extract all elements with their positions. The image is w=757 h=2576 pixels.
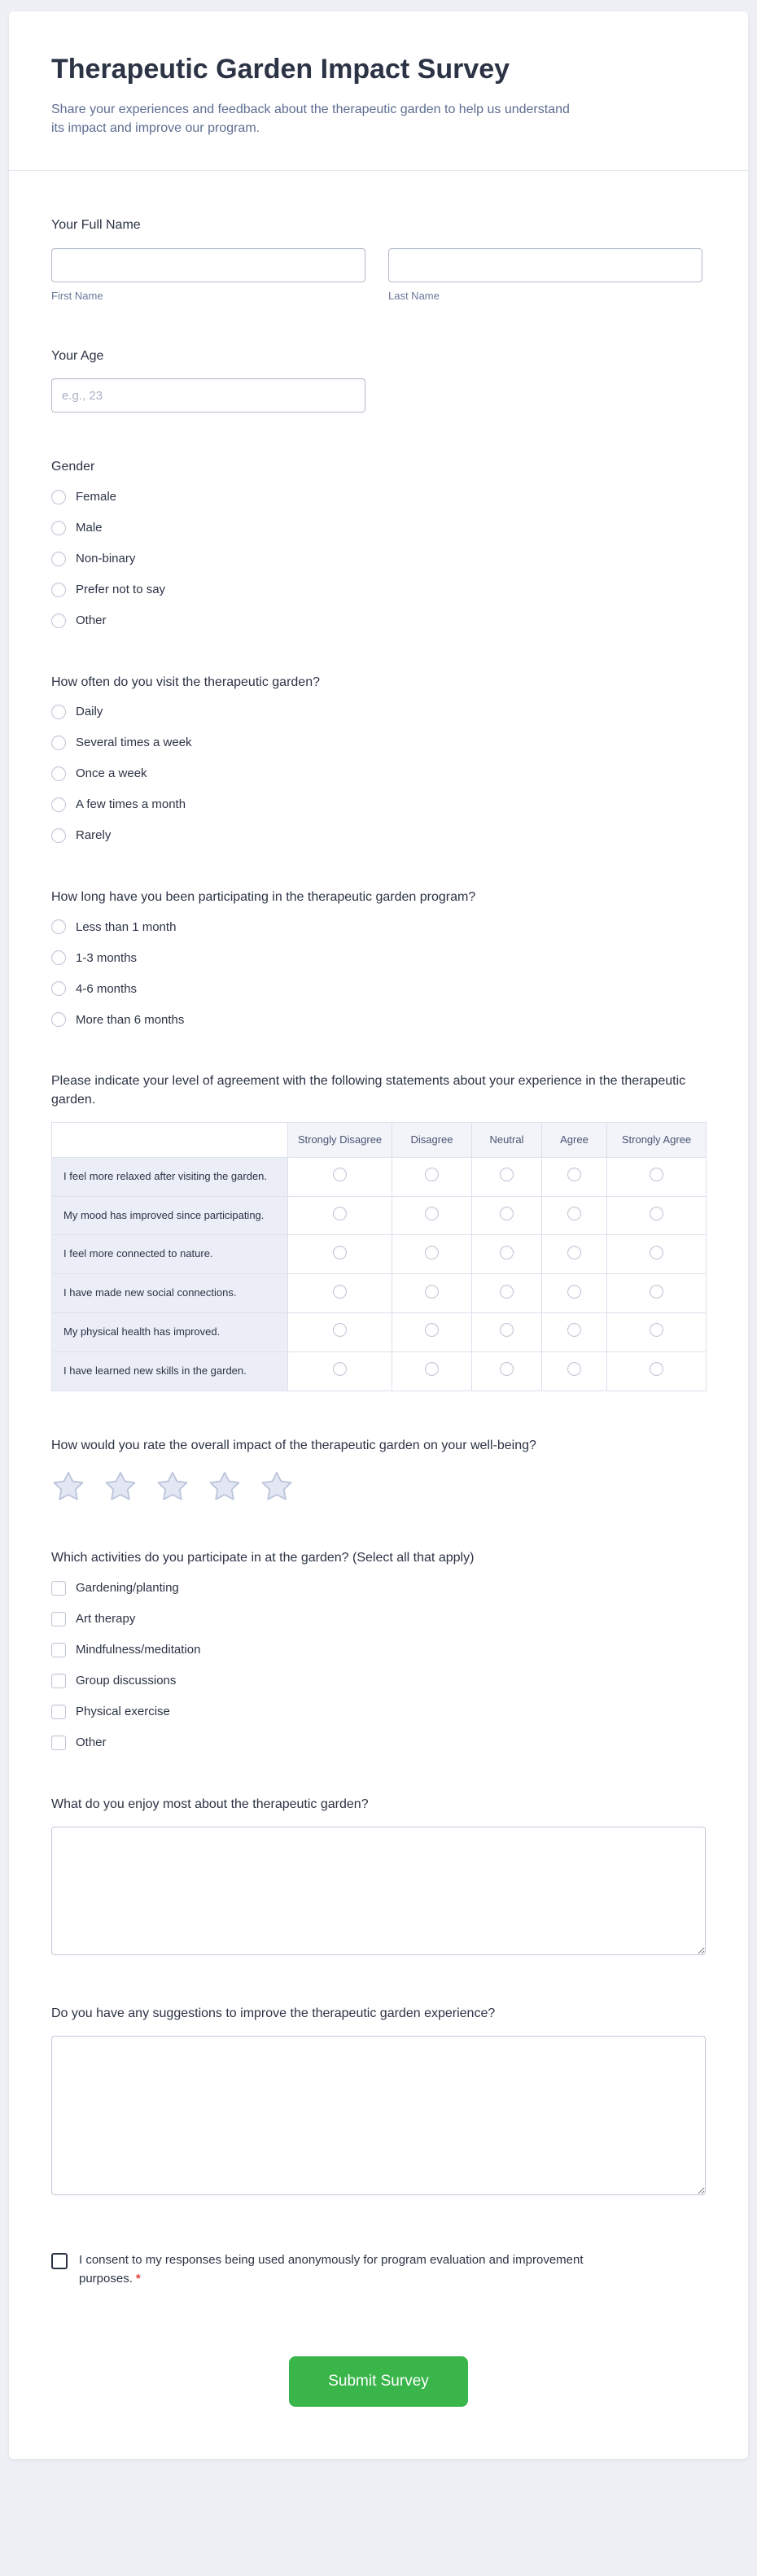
first-name-sublabel: First Name — [51, 289, 103, 302]
matrix-row-label: I have made new social connections. — [52, 1274, 288, 1313]
survey-form-card — [9, 11, 748, 2459]
radio-icon — [51, 950, 66, 965]
activities-label: Which activities do you participate in at the garden? (Select all that apply) — [51, 1551, 475, 1565]
matrix-radio[interactable] — [567, 1323, 581, 1337]
matrix-radio[interactable] — [333, 1323, 347, 1337]
participation-duration-label: How long have you been participating in the therapeutic garden program? — [51, 889, 476, 904]
matrix-radio[interactable] — [500, 1207, 514, 1220]
question-activities — [51, 1549, 706, 1749]
rating-label: How would you rate the overall impact of the therapeutic garden on your well-being? — [51, 1438, 536, 1452]
duration-option-4-6m[interactable] — [51, 981, 706, 996]
matrix-radio[interactable] — [650, 1168, 663, 1181]
matrix-row-label: My mood has improved since participating. — [52, 1196, 288, 1235]
matrix-radio[interactable] — [500, 1285, 514, 1299]
suggestions-label: Do you have any suggestions to improve the therapeutic garden experience? — [51, 2006, 496, 2020]
checkbox-icon — [51, 1674, 66, 1688]
matrix-row-label: My physical health has improved. — [52, 1313, 288, 1352]
form-body — [9, 216, 748, 2407]
option-label: Daily — [76, 705, 103, 719]
option-label: More than 6 months — [76, 1012, 185, 1027]
consent-checkbox[interactable] — [51, 2253, 68, 2269]
suggestions-textarea[interactable] — [51, 2036, 706, 2195]
radio-icon — [51, 490, 66, 504]
checkbox-icon — [51, 1643, 66, 1657]
radio-icon — [51, 705, 66, 719]
checkbox-icon — [51, 1581, 66, 1596]
matrix-radio[interactable] — [425, 1323, 439, 1337]
matrix-radio[interactable] — [500, 1168, 514, 1181]
radio-icon — [51, 766, 66, 781]
visit-option-rarely[interactable] — [51, 828, 706, 843]
option-label: Gardening/planting — [76, 1581, 179, 1595]
matrix-radio[interactable] — [567, 1362, 581, 1376]
matrix-radio[interactable] — [500, 1323, 514, 1337]
visit-option-once-week[interactable] — [51, 766, 706, 781]
activity-option-art-therapy[interactable] — [51, 1612, 706, 1626]
option-label: Male — [76, 521, 103, 535]
radio-icon — [51, 919, 66, 934]
matrix-radio[interactable] — [567, 1246, 581, 1260]
gender-option-male[interactable] — [51, 521, 706, 535]
star-icon[interactable] — [103, 1469, 138, 1504]
option-label: Prefer not to say — [76, 583, 166, 597]
matrix-label: Please indicate your level of agreement with the following statements about your experience in the therapeutic garden. — [51, 1074, 686, 1107]
option-label: Non-binary — [76, 552, 136, 566]
form-title: Therapeutic Garden Impact Survey — [51, 54, 510, 85]
matrix-row — [52, 1274, 707, 1313]
matrix-row — [52, 1235, 707, 1274]
gender-option-nonbinary[interactable] — [51, 552, 706, 566]
gender-option-prefer-not[interactable] — [51, 583, 706, 597]
matrix-radio[interactable] — [567, 1168, 581, 1181]
option-label: Less than 1 month — [76, 919, 177, 934]
checkbox-icon — [51, 1612, 66, 1626]
question-full-name — [51, 216, 706, 301]
duration-option-more-6m[interactable] — [51, 1012, 706, 1027]
checkbox-icon — [51, 1736, 66, 1750]
checkbox-icon — [51, 1705, 66, 1719]
matrix-radio[interactable] — [333, 1285, 347, 1299]
matrix-radio[interactable] — [650, 1323, 663, 1337]
matrix-row — [52, 1196, 707, 1235]
question-gender — [51, 458, 706, 627]
option-label: Other — [76, 613, 107, 628]
radio-icon — [51, 552, 66, 566]
age-input[interactable] — [51, 378, 365, 413]
radio-icon — [51, 797, 66, 812]
matrix-radio[interactable] — [333, 1207, 347, 1220]
question-suggestions — [51, 2005, 706, 2199]
radio-icon — [51, 583, 66, 597]
matrix-row-label: I have learned new skills in the garden. — [52, 1351, 288, 1391]
option-label: 4-6 months — [76, 981, 138, 996]
option-label: Once a week — [76, 766, 147, 781]
question-visit-frequency — [51, 674, 706, 843]
matrix-radio[interactable] — [500, 1362, 514, 1376]
matrix-radio[interactable] — [333, 1362, 347, 1376]
star-rating — [51, 1469, 706, 1504]
activity-option-group-discussions[interactable] — [51, 1674, 706, 1688]
question-agreement-matrix — [51, 1072, 706, 1391]
radio-icon — [51, 981, 66, 996]
matrix-radio[interactable] — [333, 1246, 347, 1260]
question-consent[interactable] — [51, 2251, 706, 2288]
visit-frequency-label: How often do you visit the therapeutic garden? — [51, 675, 320, 689]
option-label: Art therapy — [76, 1612, 136, 1626]
matrix-radio[interactable] — [500, 1246, 514, 1260]
star-icon[interactable] — [260, 1469, 294, 1504]
duration-option-1-3m[interactable] — [51, 950, 706, 965]
question-rating — [51, 1437, 706, 1504]
consent-label: I consent to my responses being used anonymously for program evaluation and improvement purposes. * — [79, 2253, 584, 2286]
matrix-radio[interactable] — [567, 1285, 581, 1299]
enjoy-most-textarea[interactable] — [51, 1827, 706, 1955]
submit-button[interactable]: Submit Survey — [289, 2356, 468, 2407]
form-header — [9, 11, 748, 171]
first-name-input[interactable] — [51, 248, 365, 282]
matrix-column-header: Disagree — [392, 1123, 472, 1158]
matrix-radio[interactable] — [425, 1246, 439, 1260]
radio-icon — [51, 613, 66, 628]
duration-option-less-1m[interactable] — [51, 919, 706, 934]
matrix-radio[interactable] — [567, 1207, 581, 1220]
matrix-column-header: Agree — [542, 1123, 607, 1158]
visit-option-several-week[interactable] — [51, 736, 706, 750]
matrix-row-label: I feel more connected to nature. — [52, 1235, 288, 1274]
matrix-radio[interactable] — [333, 1168, 347, 1181]
radio-icon — [51, 521, 66, 535]
required-marker: * — [135, 2271, 141, 2286]
option-label: Physical exercise — [76, 1705, 170, 1718]
option-label: Female — [76, 490, 117, 504]
matrix-radio[interactable] — [650, 1207, 663, 1220]
gender-option-female[interactable] — [51, 490, 706, 504]
option-label: A few times a month — [76, 797, 186, 812]
age-label: Your Age — [51, 348, 104, 363]
matrix-column-header: Strongly Agree — [607, 1123, 707, 1158]
option-label: Other — [76, 1736, 107, 1749]
option-label: Mindfulness/meditation — [76, 1643, 201, 1657]
matrix-radio[interactable] — [425, 1285, 439, 1299]
last-name-sublabel: Last Name — [388, 289, 440, 302]
matrix-radio[interactable] — [650, 1362, 663, 1376]
option-label: Group discussions — [76, 1674, 177, 1687]
question-participation-duration — [51, 889, 706, 1027]
option-label: Several times a week — [76, 736, 192, 750]
form-subtitle: Share your experiences and feedback about the therapeutic garden to help us understand its impact and improve our program. — [51, 103, 570, 136]
enjoy-most-label: What do you enjoy most about the therapeutic garden? — [51, 1797, 369, 1811]
agreement-matrix-table — [51, 1122, 707, 1391]
radio-icon — [51, 1012, 66, 1027]
full-name-label: Your Full Name — [51, 218, 141, 233]
last-name-input[interactable] — [388, 248, 702, 282]
matrix-corner-cell — [52, 1123, 288, 1158]
radio-icon — [51, 736, 66, 750]
option-label: 1-3 months — [76, 950, 138, 965]
gender-option-other[interactable] — [51, 613, 706, 628]
matrix-column-header: Neutral — [472, 1123, 542, 1158]
activity-option-other[interactable] — [51, 1736, 706, 1750]
matrix-radio[interactable] — [425, 1362, 439, 1376]
star-icon[interactable] — [208, 1469, 242, 1504]
matrix-radio[interactable] — [650, 1246, 663, 1260]
star-icon[interactable] — [155, 1469, 190, 1504]
matrix-column-header: Strongly Disagree — [288, 1123, 392, 1158]
option-label: Rarely — [76, 828, 112, 843]
matrix-row — [52, 1313, 707, 1352]
matrix-row — [52, 1351, 707, 1391]
matrix-row-label: I feel more relaxed after visiting the garden. — [52, 1157, 288, 1196]
radio-icon — [51, 828, 66, 843]
star-icon[interactable] — [51, 1469, 85, 1504]
visit-option-few-month[interactable] — [51, 797, 706, 812]
gender-label: Gender — [51, 460, 95, 474]
matrix-row — [52, 1157, 707, 1196]
activity-option-mindfulness[interactable] — [51, 1643, 706, 1657]
visit-option-daily[interactable] — [51, 705, 706, 719]
question-age — [51, 347, 706, 413]
activity-option-physical-exercise[interactable] — [51, 1705, 706, 1719]
activity-option-gardening[interactable] — [51, 1581, 706, 1596]
matrix-radio[interactable] — [650, 1285, 663, 1299]
matrix-radio[interactable] — [425, 1168, 439, 1181]
matrix-radio[interactable] — [425, 1207, 439, 1220]
question-enjoy-most — [51, 1796, 706, 1959]
